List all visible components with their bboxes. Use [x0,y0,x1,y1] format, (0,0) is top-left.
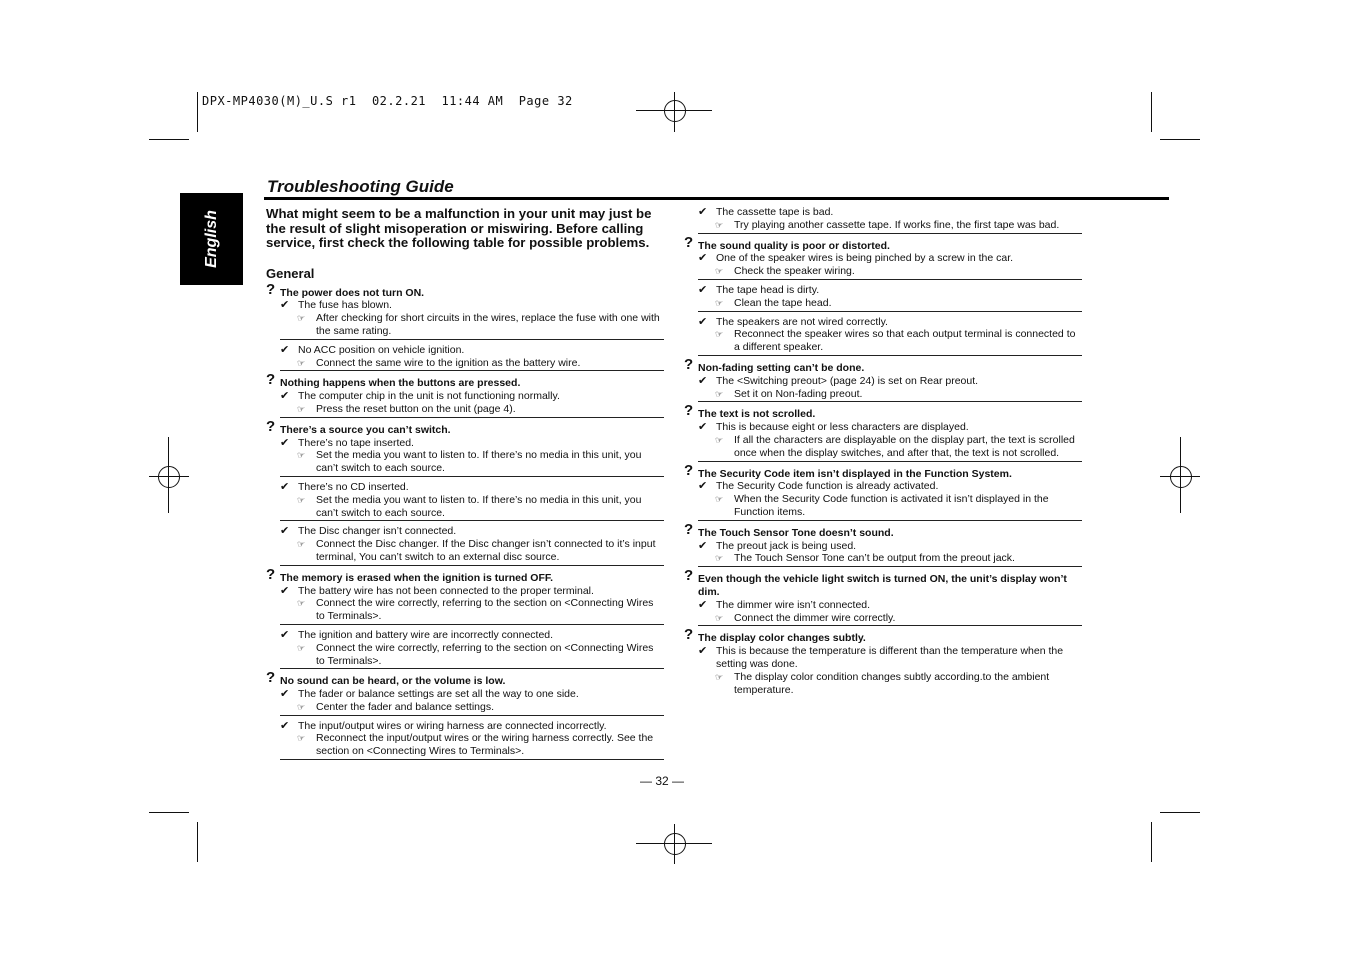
check-icon: ✔ [698,539,708,552]
cause-text: There’s no CD inserted. [298,480,409,493]
registration-circle [664,100,686,122]
left-column [266,206,664,760]
crop-mark [149,139,189,140]
cause-line [698,540,1082,553]
check-icon: ✔ [698,374,708,387]
check-icon: ✔ [280,390,290,403]
question-icon: ? [684,402,694,420]
cause-block [280,521,664,565]
problem-question [684,233,1082,253]
remedy-line [698,612,1082,625]
problem-question [266,669,664,688]
problem-question [684,402,1082,421]
problem-question-text: The sound quality is poor or distorted. [698,239,890,252]
question-icon: ? [266,565,276,583]
problem-item [684,206,1082,234]
check-icon: ✔ [280,719,290,732]
remedy-line [280,597,664,623]
remedy-line [280,732,664,758]
cause-text: The Security Code function is already activated. [716,480,939,493]
question-icon: ? [266,280,276,298]
problem-question [684,520,1082,540]
question-icon: ? [684,355,694,373]
cause-line [698,375,1082,388]
cause-block [698,599,1082,627]
cause-block [698,252,1082,280]
cause-line [698,645,1082,671]
section-title: General [266,265,315,281]
cause-block [698,375,1082,403]
question-icon: ? [266,417,276,435]
cause-line [698,284,1082,297]
problem-item [684,402,1082,461]
title-rule [264,197,1169,200]
remedy-line [280,538,664,564]
remedy-text: Center the fader and balance settings. [316,700,495,713]
problem-item [684,355,1082,402]
check-icon: ✔ [280,299,290,312]
question-icon: ? [266,371,276,389]
cause-block [280,688,664,716]
check-icon: ✔ [280,628,290,641]
cause-line [698,316,1082,329]
problem-question-text: There’s a source you can’t switch. [280,423,451,436]
cause-block [280,585,664,625]
cause-text: This is because eight or less characters are displayed. [716,421,969,434]
cause-text: The fader or balance settings are set all the way to one side. [298,688,579,701]
remedy-line [698,265,1082,278]
remedy-line [698,219,1082,232]
cause-block [280,390,664,418]
pointing-hand-icon: ☞ [297,313,306,324]
problem-question-text: Non-fading setting can’t be done. [698,361,865,374]
problem-question-text: Even though the vehicle light switch is turned ON, the unit’s display won’t dim. [698,573,1067,598]
cause-block [698,421,1082,461]
remedy-line [698,388,1082,401]
cause-text: The dimmer wire isn’t connected. [716,598,871,611]
cause-block [698,645,1082,697]
cause-text: The cassette tape is bad. [716,206,834,218]
check-icon: ✔ [280,480,290,493]
remedy-line [280,494,664,520]
cause-line [280,629,664,642]
pointing-hand-icon: ☞ [715,553,724,564]
problem-question [266,371,664,390]
crop-mark [1160,812,1200,813]
problem-question-text: The memory is erased when the ignition is turned OFF. [280,571,554,584]
page-title: Troubleshooting Guide [267,177,454,196]
cause-line [280,481,664,494]
cause-text: This is because the temperature is different than the temperature when the setting was done. [716,645,1064,670]
cause-block [698,280,1082,312]
problem-item [684,461,1082,521]
pointing-hand-icon: ☞ [297,357,306,368]
crop-mark [1151,92,1152,132]
cause-text: The speakers are not wired correctly. [716,315,888,328]
cause-text: There’s no tape inserted. [298,436,414,449]
question-icon: ? [684,461,694,479]
remedy-line [698,671,1082,697]
remedy-text: Set it on Non-fading preout. [734,387,863,400]
pointing-hand-icon: ☞ [297,642,306,653]
pointing-hand-icon: ☞ [715,297,724,308]
page-number: — 32 — [640,774,685,788]
cause-line [280,390,664,403]
remedy-text: Connect the Disc changer. If the Disc changer isn’t connected to it’s input terminal, You can’t switch to an external disc source. [316,538,656,563]
problem-question [266,565,664,585]
cause-line [280,344,664,357]
cause-line [698,421,1082,434]
problem-question [684,461,1082,481]
check-icon: ✔ [280,584,290,597]
pointing-hand-icon: ☞ [715,494,724,505]
remedy-text: Press the reset button on the unit (page 4). [316,402,516,415]
remedy-text: Check the speaker wiring. [734,265,855,278]
language-tab-label: English [202,210,220,268]
cause-block [280,716,664,760]
pointing-hand-icon: ☞ [297,701,306,712]
check-icon: ✔ [698,283,708,296]
cause-line [698,206,1082,219]
remedy-text: The Touch Sensor Tone can’t be output from the preout jack. [734,552,1015,565]
cause-line [698,599,1082,612]
registration-circle [664,833,686,855]
cause-text: The battery wire has not been connected to the proper terminal. [298,584,594,597]
remedy-line [698,328,1082,354]
remedy-text: Connect the dimmer wire correctly. [734,611,896,624]
problem-question [266,280,664,300]
cause-line [280,299,664,312]
cause-text: The ignition and battery wire are incorrectly connected. [298,628,554,641]
check-icon: ✔ [698,421,708,434]
pointing-hand-icon: ☞ [297,494,306,505]
problem-question-text: The text is not scrolled. [698,408,816,421]
pointing-hand-icon: ☞ [297,733,306,744]
question-icon: ? [684,233,694,251]
cause-block [698,206,1082,234]
problem-item [266,371,664,417]
cause-text: No ACC position on vehicle ignition. [298,343,465,356]
cause-text: The preout jack is being used. [716,539,857,552]
pointing-hand-icon: ☞ [297,450,306,461]
check-icon: ✔ [698,598,708,611]
print-slug: DPX-MP4030(M)_U.S r1 02.2.21 11:44 AM Page 32 [202,94,573,108]
cause-block [280,625,664,669]
problem-item [684,520,1082,567]
cause-line [280,688,664,701]
pointing-hand-icon: ☞ [715,434,724,445]
cause-text: The <Switching preout> (page 24) is set on Rear preout. [716,374,979,387]
remedy-text: Clean the tape head. [734,296,832,309]
problem-list-right [684,206,1082,697]
problem-item [266,280,664,372]
pointing-hand-icon: ☞ [715,612,724,623]
problem-question [684,567,1082,599]
remedy-line [280,449,664,475]
remedy-text: After checking for short circuits in the wires, replace the fuse with one with the same rating. [316,312,660,337]
problem-question-text: The display color changes subtly. [698,632,866,645]
remedy-line [280,312,664,338]
pointing-hand-icon: ☞ [715,219,724,230]
pointing-hand-icon: ☞ [297,539,306,550]
right-column [684,206,1082,697]
cause-text: The fuse has blown. [298,299,392,312]
remedy-text: Set the media you want to listen to. If there’s no media in this unit, you can’t switch to each source. [316,493,642,519]
language-tab [180,193,243,285]
problem-item [684,233,1082,356]
check-icon: ✔ [698,480,708,493]
remedy-text: Set the media you want to listen to. If there’s no media in this unit, you can’t switch to each source. [316,449,642,475]
remedy-text: Connect the same wire to the ignition as the battery wire. [316,356,581,369]
problem-question [684,626,1082,645]
problem-question [684,355,1082,375]
remedy-line [280,357,664,370]
cause-line [698,252,1082,265]
problem-item [266,565,664,670]
cause-block [698,480,1082,520]
check-icon: ✔ [280,525,290,538]
problem-question-text: No sound can be heard, or the volume is low. [280,675,506,688]
crop-mark [197,92,198,132]
check-icon: ✔ [280,343,290,356]
remedy-line [280,403,664,416]
check-icon: ✔ [698,315,708,328]
pointing-hand-icon: ☞ [715,671,724,682]
check-icon: ✔ [698,252,708,265]
problem-item [684,567,1082,626]
cause-text: The computer chip in the unit is not functioning normally. [298,390,560,403]
question-icon: ? [684,567,694,585]
cause-line [280,437,664,450]
pointing-hand-icon: ☞ [715,329,724,340]
cause-block [280,340,664,372]
crop-mark [1160,139,1200,140]
problem-question-text: The Touch Sensor Tone doesn’t sound. [698,526,894,539]
problem-item [266,669,664,760]
pointing-hand-icon: ☞ [297,598,306,609]
problem-item [266,417,664,566]
remedy-text: Reconnect the speaker wires so that each output terminal is connected to a different speaker. [734,328,1076,354]
cause-line [280,525,664,538]
remedy-line [698,493,1082,519]
cause-block [280,299,664,339]
remedy-text: The display color condition changes subtly according.to the ambient temperature. [734,670,1050,696]
cause-text: The Disc changer isn’t connected. [298,525,457,538]
crop-mark [149,812,189,813]
check-icon: ✔ [280,436,290,449]
remedy-text: When the Security Code function is activated it isn’t displayed in the Function items. [734,493,1049,518]
pointing-hand-icon: ☞ [715,266,724,277]
cause-line [698,480,1082,493]
cause-text: The input/output wires or wiring harness are connected incorrectly. [298,719,607,732]
cause-block [280,437,664,477]
check-icon: ✔ [698,206,708,218]
cause-block [280,477,664,521]
remedy-text: Connect the wire correctly, referring to the section on <Connecting Wires to Terminals>. [316,641,654,667]
cause-line [280,720,664,733]
remedy-line [698,552,1082,565]
question-icon: ? [684,626,694,644]
remedy-text: Reconnect the input/output wires or the wiring harness correctly. See the section on <Connecting Wires to Terminals>. [316,732,654,758]
crop-mark [1151,822,1152,862]
cause-block [698,540,1082,568]
intro-text: What might seem to be a malfunction in your unit may just be the result of slight misoperation or miswiring. Before calling service, first check the following table for possible problems. [266,206,652,251]
problem-question-text: The power does not turn ON. [280,286,425,299]
cause-line [280,585,664,598]
question-icon: ? [684,520,694,538]
remedy-line [698,434,1082,460]
cause-block [698,312,1082,356]
crop-mark [197,822,198,862]
question-icon: ? [266,669,276,687]
problem-question-text: Nothing happens when the buttons are pressed. [280,377,521,390]
remedy-text: Connect the wire correctly, referring to the section on <Connecting Wires to Terminals>. [316,597,654,623]
problem-question-text: The Security Code item isn’t displayed in the Function System. [698,467,1012,480]
problem-item [684,626,1082,697]
problem-question [266,417,664,437]
problem-list-left [266,280,664,761]
registration-circle [158,466,180,488]
check-icon: ✔ [280,688,290,701]
check-icon: ✔ [698,645,708,658]
remedy-text: If all the characters are displayable on the display part, the text is scrolled once when the display switches, and after that, the text is not scrolled. [734,433,1075,459]
remedy-text: Try playing another cassette tape. If works fine, the first tape was bad. [734,218,1060,231]
cause-text: The tape head is dirty. [716,283,820,296]
remedy-line [280,642,664,668]
registration-circle [1170,466,1192,488]
remedy-line [698,297,1082,310]
cause-text: One of the speaker wires is being pinched by a screw in the car. [716,252,1014,265]
pointing-hand-icon: ☞ [715,388,724,399]
pointing-hand-icon: ☞ [297,403,306,414]
remedy-line [280,701,664,714]
